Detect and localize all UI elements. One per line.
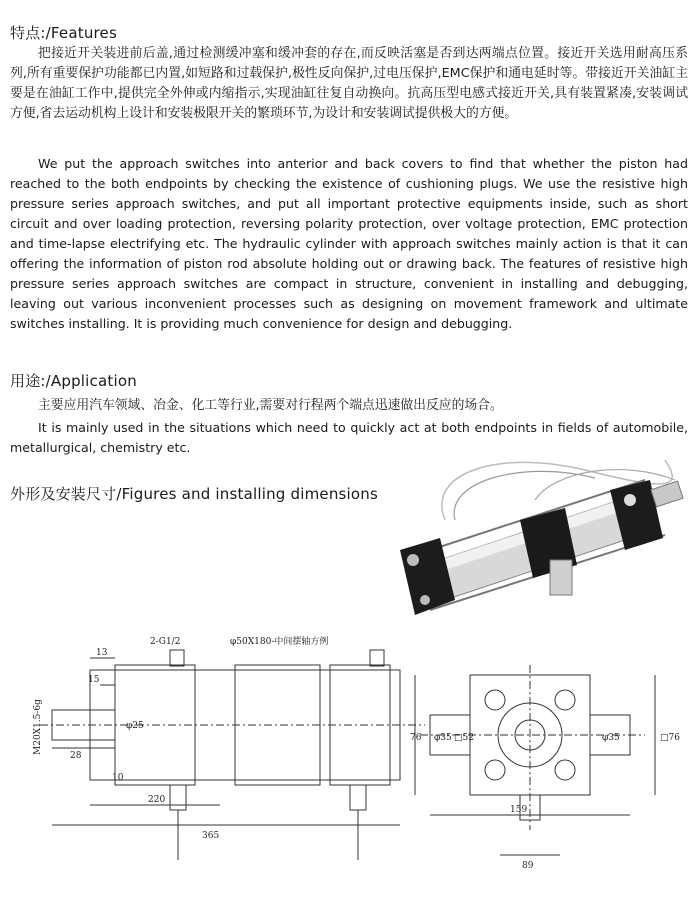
figures-title: 外形及安装尺寸/Figures and installing dimensions (10, 485, 379, 503)
cylinder-photo (385, 450, 685, 630)
thread-label: M20X1.5-6g (33, 699, 43, 755)
application-cn-paragraph: 主要应用汽车领域、冶金、化工等行业,需要对行程两个端点迅速做出反应的场合。 (38, 398, 503, 413)
features-cn-paragraph: 把接近开关装进前后盖,通过检测缓冲塞和缓冲套的存在,而反映活塞是否到达两端点位置。接近开关选用耐高压系列,所有重要保护功能都已内置,如短路和过载保护,极性反向保护,过电压保护,EMC保护和通电延时等。带接近开关油缸主要是在油缸工作中,提供完全外伸或内缩指示,实现油缸往复自动换向。抗高压型电感式接近开关,具有装置紧凑,安装调试方便,省去运动机构上设计和安装极限开关的繁琐环节,为设计和安装调试提供极大的方便。 (10, 46, 688, 121)
dim-13: 13 (96, 648, 108, 658)
dim-76-left: 76 (410, 733, 422, 743)
dim-phi35-left: φ35 (434, 733, 452, 743)
dimension-drawing (30, 630, 690, 885)
application-title: 用途:/Application (10, 372, 137, 390)
dim-10: 10 (112, 773, 124, 783)
dim-15: 15 (88, 675, 100, 685)
model-label: φ50X180-中间摆轴方例 (230, 637, 329, 647)
dim-28: 28 (70, 751, 82, 761)
dim-159: 159 (510, 805, 528, 815)
dim-365: 365 (202, 831, 220, 841)
dim-phi35-right: φ35 (602, 733, 620, 743)
application-en-paragraph: It is mainly used in the situations which need to quickly act at both endpoints in fields of automobile, metallurgical, chemistry etc. (10, 420, 688, 455)
dim-220: 220 (148, 795, 166, 805)
dim-52: □52 (454, 733, 474, 743)
features-title: 特点:/Features (10, 24, 118, 42)
dim-76-right: □76 (660, 733, 680, 743)
port-label: 2-G1/2 (150, 637, 181, 647)
dim-89: 89 (522, 861, 534, 871)
features-en-paragraph: We put the approach switches into anterior and back covers to find that whether the piston had reached to the both endpoints by checking the existence of cushioning plugs. We use the resistive high pressure series approach switches, and put all important protective equipments inside, such as short circuit and over loading protection, reversing polarity protection, over voltage protection, EMC protection and time-lapse electrifying etc. The hydraulic cylinder with approach switches mainly action is that it can offering the information of piston rod absolute holding out or drawing back. The features of resistive high pressure series approach switches are compact in structure, convenient in installing and debugging, leaving out various inconvenient processes such as designing on movement framework and ultimate switches installing. It is providing much convenience for design and debugging. (10, 156, 688, 331)
dim-phi25: φ25 (126, 721, 144, 731)
